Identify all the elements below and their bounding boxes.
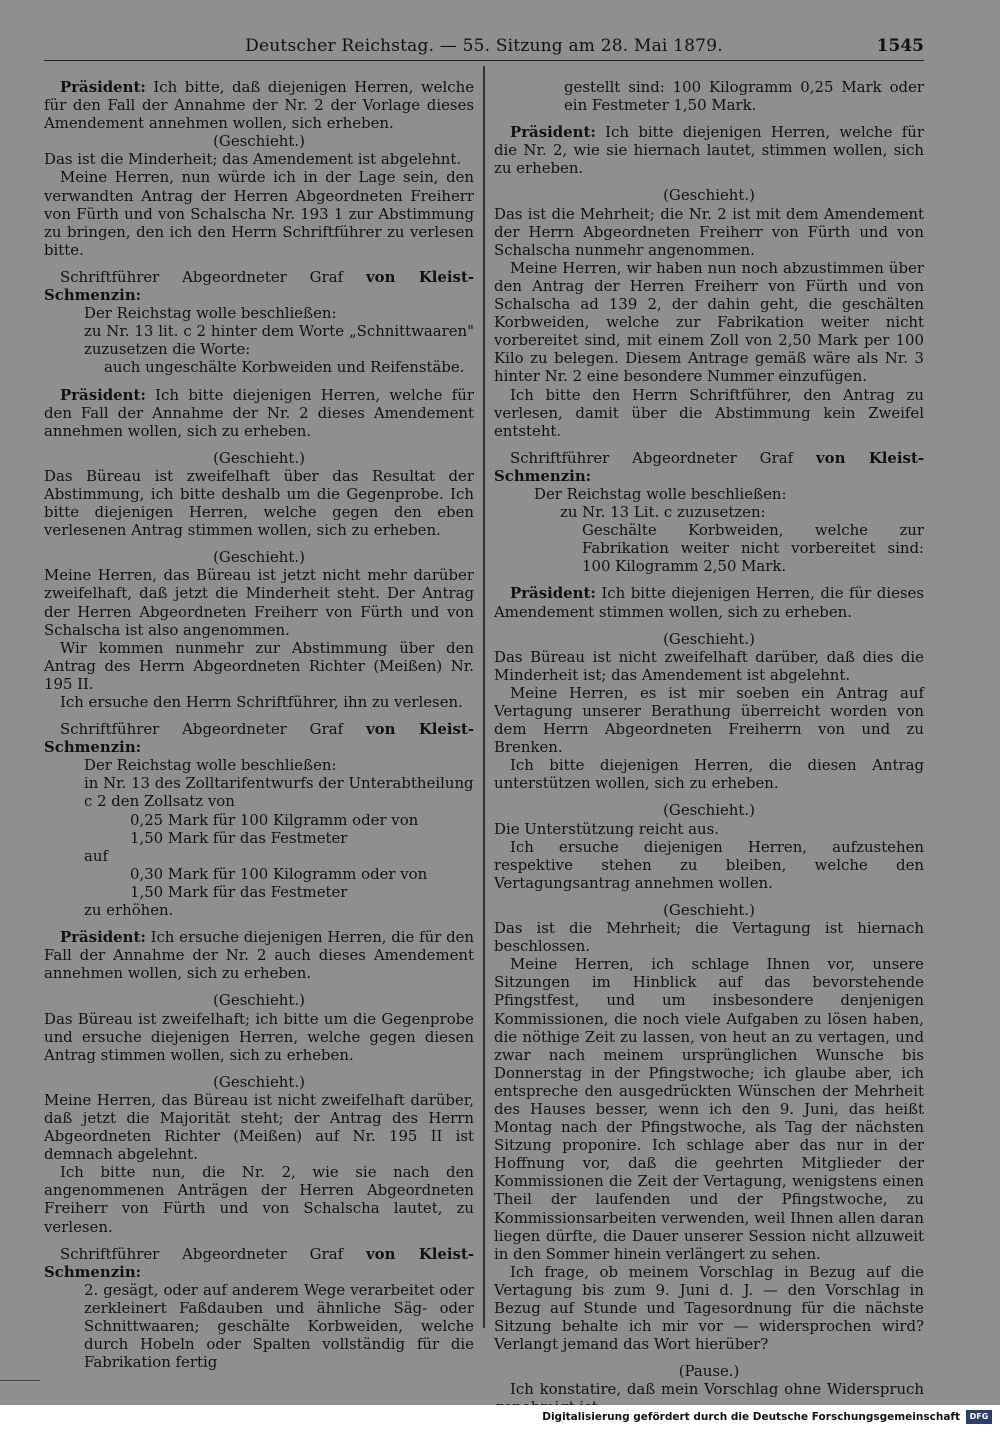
paragraph: Das ist die Mehrheit; die Vertagung ist hiernach beschlossen. <box>494 919 924 956</box>
secretary-heading <box>44 268 474 304</box>
motion-line: 1,50 Mark für das Festmeter <box>130 882 348 901</box>
motion-line: in Nr. 13 des Zolltarifentwurfs der Unterabtheilung c 2 den Zollsatz von <box>84 774 474 811</box>
running-title: Deutscher Reichstag. — 55. Sitzung am 28. Mai 1879. <box>245 36 723 56</box>
paragraph <box>494 584 924 620</box>
motion-line: 0,25 Mark für 100 Kilgramm oder von <box>130 810 419 829</box>
stage-direction: (Geschieht.) <box>213 1072 305 1091</box>
motion-line: 2. gesägt, oder auf anderem Wege verarbeitet oder zerkleinert Faßdauben und ähnliche Säg- oder Schnittwaaren; geschälte Korbweiden, welche durch Hobeln oder Spalten vollständig für die Fabrikation fertig <box>84 1280 474 1372</box>
left-column <box>44 78 474 1371</box>
speaker-label: Präsident: <box>60 928 146 947</box>
paragraph: Die Unterstützung reicht aus. <box>494 819 719 838</box>
motion-line: 0,30 Mark für 100 Kilogramm oder von <box>130 864 428 883</box>
paragraph: Das ist die Mehrheit; die Nr. 2 ist mit dem Amendement der Herrn Abgeordneten Freiherr von Fürth und von Schalscha nunmehr angenommen. <box>494 204 924 259</box>
paragraph: Ich bitte den Herrn Schriftführer, den Antrag zu verlesen, damit über die Abstimmung kein Zweifel entsteht. <box>494 385 924 440</box>
page-header <box>44 34 924 61</box>
secretary-label: Schriftführer Abgeordneter Graf <box>60 720 344 739</box>
speaker-label: Präsident: <box>60 385 146 404</box>
paragraph: Das Büreau ist zweifelhaft über das Resultat der Abstimmung, ich bitte deshalb um die Gegenprobe. Ich bitte diejenigen Herren, welche gegen den eben verlesenen Antrag stimmen wollen, sich zu erheben. <box>44 466 474 540</box>
motion-line: zu Nr. 13 lit. c 2 hinter dem Worte „Schnittwaaren" zuzusetzen die Worte: <box>84 322 474 359</box>
paragraph <box>494 123 924 177</box>
speech-text: Ich bitte, daß diejenigen Herren, welche für den Fall der Annahme der Nr. 2 der Vorlage dieses Amendement annehmen wollen, sich erheben. <box>44 78 475 133</box>
motion-line: gestellt sind: 100 Kilogramm 0,25 Mark oder ein Festmeter 1,50 Mark. <box>564 78 924 115</box>
paragraph: Meine Herren, es ist mir soeben ein Antrag auf Vertagung unserer Berathung überreicht worden von dem Herrn Abgeordneten Freiherrn von und zu Brenken. <box>494 683 924 757</box>
paragraph: Ich konstatire, daß mein Vorschlag ohne Widerspruch <box>510 1380 924 1399</box>
stage-direction: (Geschieht.) <box>213 448 305 467</box>
paragraph <box>44 928 474 982</box>
stage-direction: (Geschieht.) <box>213 991 305 1010</box>
motion-line: Geschälte Korbweiden, welche zur Fabrikation weiter nicht vorbereitet sind: 100 Kilogramm 2,50 Mark. <box>582 521 924 576</box>
secretary-heading <box>494 449 924 485</box>
secretary-label: Schriftführer Abgeordneter Graf <box>510 448 794 467</box>
stage-direction: (Geschieht.) <box>213 132 305 151</box>
stage-direction: (Geschieht.) <box>213 548 305 567</box>
stage-direction: (Geschieht.) <box>663 186 755 205</box>
paragraph: Ich bitte nun, die Nr. 2, wie sie nach den angenommenen Anträgen der Herren Abgeordneten Freiherr von Fürth und von Schalscha lautet, zu verlesen. <box>44 1163 474 1236</box>
motion-line: auch ungeschälte Korbweiden und Reifenstäbe. <box>104 358 465 377</box>
paragraph: Ich bitte diejenigen Herren, die diesen Antrag unterstützen wollen, sich zu erheben. <box>494 756 924 793</box>
paragraph: Meine Herren, nun würde ich in der Lage sein, den verwandten Antrag der Herren Abgeordneten Freiherr von Fürth und von Schalscha Nr. 193 1 zur Abstimmung zu bringen, den ich den Herrn Schriftführer zu verlesen bitte. <box>44 168 474 259</box>
paragraph: Das Büreau ist nicht zweifelhaft darüber, daß dies die Minderheit ist; das Amendement ist abgelehnt. <box>494 647 924 684</box>
motion-line: auf <box>84 846 108 865</box>
secretary-name: von Kleist-Schmenzin: <box>44 267 474 305</box>
motion-line: zu erhöhen. <box>84 901 174 920</box>
motion-line: 1,50 Mark für das Festmeter <box>130 828 348 847</box>
paragraph: Meine Herren, ich schlage Ihnen vor, unsere Sitzungen im Hinblick auf das bevorstehende Pfingstfest, und um insbesondere denjenigen Kommissionen, die noch viele Aufgaben zu lösen haben, die nöthige Zeit zu lassen, von heut an zu vertagen, und zwar nach meinem ursprünglichen Wunsche bis Donnerstag in der Pfingstwoche; ich glaube aber, ich entspreche den ausgedrückten Wünschen der Mehrheit des Hauses besser, wenn ich den 9. Juni, das heißt Montag nach der Pfingstwoche, als Tag der nächsten Sitzung proponire. Ich schlage aber das nur in der Hoffnung vor, daß die geehrten Mitglieder der Kommissionen die Zeit der Vertagung, wenigstens einen Theil der laufenden und der Pfingstwoche, zu Kommissionsarbeiten verwenden, weil Ihnen allen daran liegen dürfte, die Dauer unserer Session nicht allzuweit in den Sommer hinein verlängert zu sehen. <box>494 955 924 1263</box>
motion-line: Der Reichstag wolle beschließen: <box>534 484 787 503</box>
paragraph <box>44 78 474 132</box>
secretary-heading <box>44 720 474 756</box>
scan-edge-mark <box>0 1380 40 1381</box>
paragraph: Ich ersuche diejenigen Herren, aufzustehen respektive stehen zu bleiben, welche den Vertagungsantrag annehmen wollen. <box>494 837 924 892</box>
paragraph: Meine Herren, wir haben nun noch abzustimmen über den Antrag der Herren Freiherr von Fürth und von Schalscha ad 139 2, der dahin geht, die geschälten Korbweiden, welche zur Fabrikation weiter nicht vorbereitet sind, mit einem Zoll von 2,50 Mark per 100 Kilo zu belegen. Diesem Antrage gemäß wäre als Nr. 3 hinter Nr. 2 eine besondere Nummer einzufügen. <box>494 258 924 386</box>
funding-note: Digitalisierung gefördert durch die Deutsche Forschungsgemeinschaft <box>542 1411 960 1423</box>
motion-line: zu Nr. 13 Lit. c zuzusetzen: <box>560 503 766 522</box>
right-column <box>494 78 924 1417</box>
paragraph: Ich frage, ob meinem Vorschlag in Bezug auf die Vertagung bis zum 9. Juni d. J. — den Vorschlag in Bezug auf Stunde und Tagesordnung für die nächste Sitzung behalte ich mir vor — widersprochen wird? Verlangt jemand das Wort hierüber? <box>494 1262 924 1354</box>
speech-text: Ich bitte diejenigen Herren, welche für die Nr. 2, wie sie hiernach lautet, stimmen wollen, sich zu erheben. <box>494 123 925 178</box>
column-divider <box>483 66 485 1328</box>
secretary-name: von Kleist-Schmenzin: <box>44 720 474 757</box>
motion-line: Der Reichstag wolle beschließen: <box>84 756 337 775</box>
page-number: 1545 <box>876 36 924 56</box>
paragraph: Ich ersuche den Herrn Schriftführer, ihn zu verlesen. <box>60 693 463 711</box>
speaker-label: Präsident: <box>510 584 596 603</box>
paragraph: Wir kommen nunmehr zur Abstimmung über den Antrag des Herrn Abgeordneten Richter (Meißen) Nr. 195 II. <box>44 638 474 693</box>
secretary-name: von Kleist-Schmenzin: <box>44 1244 474 1281</box>
motion-line: Der Reichstag wolle beschließen: <box>84 304 337 323</box>
paragraph <box>44 386 474 440</box>
secretary-label: Schriftführer Abgeordneter Graf <box>60 1244 344 1263</box>
secretary-heading <box>44 1245 474 1281</box>
speech-text: Ich bitte diejenigen Herren, die für dieses Amendement stimmen wollen, sich zu erheben. <box>494 584 925 621</box>
speaker-label: Präsident: <box>60 78 146 96</box>
paragraph: Meine Herren, das Büreau ist jetzt nicht mehr darüber zweifelhaft, daß jetzt die Minderheit steht. Der Antrag der Herren Abgeordneten Freiherr von Fürth und von Schalscha ist also angenommen. <box>44 566 474 639</box>
dfg-logo-icon: DFG <box>966 1410 992 1424</box>
paragraph: Das Büreau ist zweifelhaft; ich bitte um die Gegenprobe und ersuche diejenigen Herren, welche gegen diesen Antrag stimmen wollen, sich zu erheben. <box>44 1009 474 1064</box>
stage-direction: (Geschieht.) <box>663 900 755 919</box>
paragraph: Das ist die Minderheit; das Amendement ist abgelehnt. <box>44 150 462 169</box>
stage-direction: (Geschieht.) <box>663 629 755 648</box>
secretary-label: Schriftführer Abgeordneter Graf <box>60 267 344 286</box>
speaker-label: Präsident: <box>510 123 596 142</box>
secretary-name: von Kleist-Schmenzin: <box>494 448 924 485</box>
footer-bar <box>0 1405 1000 1432</box>
speech-text: Ich bitte diejenigen Herren, welche für den Fall der Annahme der Nr. 2 dieses Amendement annehmen wollen, sich zu erheben. <box>44 385 475 440</box>
paragraph: Meine Herren, das Büreau ist nicht zweifelhaft darüber, daß jetzt die Majorität steht; der Antrag des Herrn Abgeordneten Richter (Meißen) auf Nr. 195 II ist demnach abgelehnt. <box>44 1090 474 1164</box>
speech-text: Ich ersuche diejenigen Herren, die für den Fall der Annahme der Nr. 2 auch dieses Amendement annehmen wollen, sich zu erheben. <box>44 928 475 983</box>
stage-direction: (Pause.) <box>678 1362 740 1381</box>
stage-direction: (Geschieht.) <box>663 801 755 820</box>
